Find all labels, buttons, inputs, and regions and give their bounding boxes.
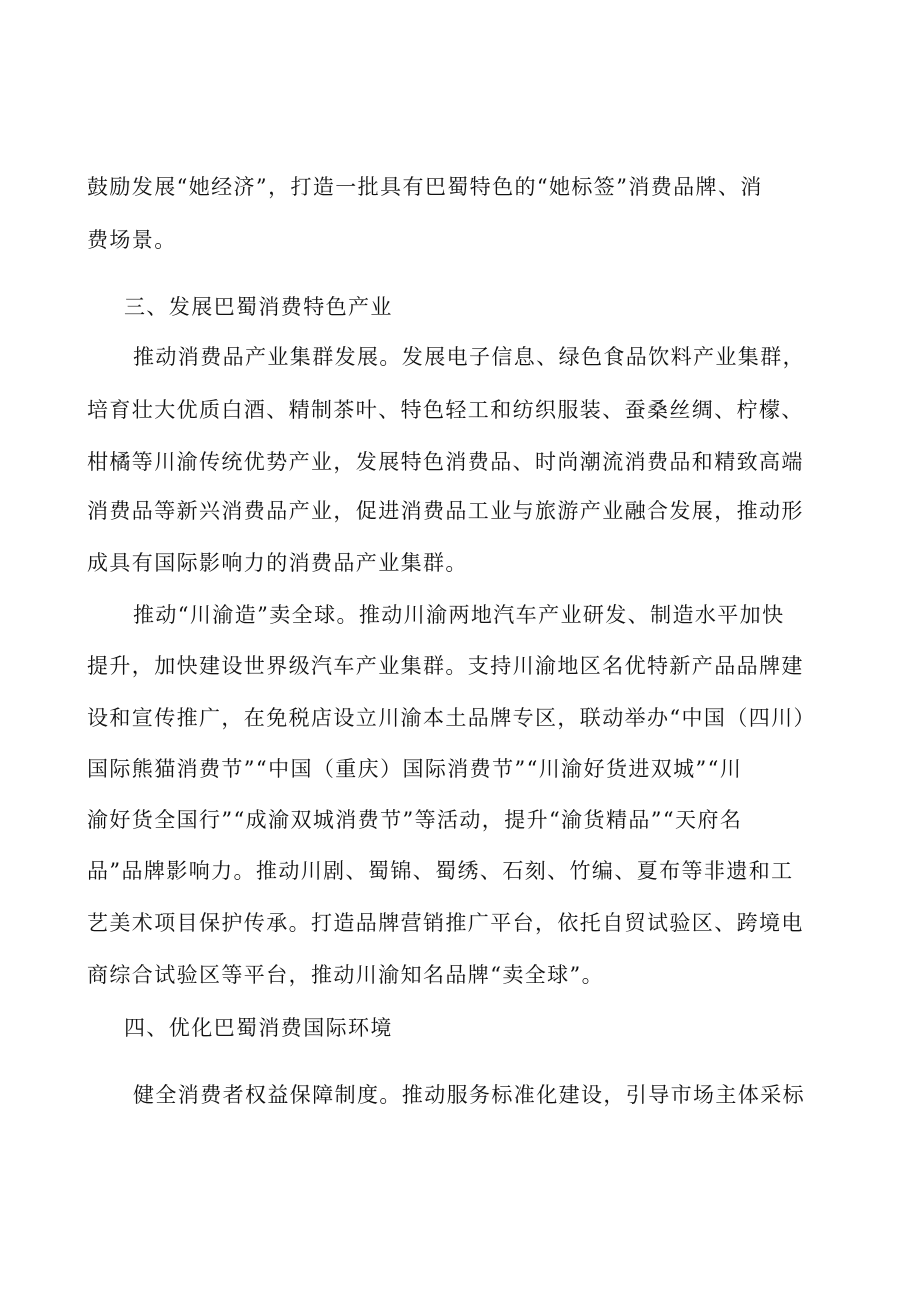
paragraph-line: 柑橘等川渝传统优势产业，发展特色消费品、时尚潮流消费品和精致高端 xyxy=(87,450,804,474)
paragraph-line: 提升，加快建设世界级汽车产业集群。支持川渝地区名优特新产品品牌建 xyxy=(87,654,804,678)
paragraph-line: 培育壮大优质白酒、精制茶叶、特色轻工和纺织服装、蚕桑丝绸、柠檬、 xyxy=(87,398,804,422)
paragraph-line: 推动消费品产业集群发展。发展电子信息、绿色食品饮料产业集群， xyxy=(133,345,805,369)
paragraph-line: 渝好货全国行”“成渝双城消费节”等活动，提升“渝货精品”“天府名 xyxy=(87,808,743,832)
section-heading: 三、发展巴蜀消费特色产业 xyxy=(124,295,393,319)
paragraph-line: 商综合试验区等平台，推动川渝知名品牌“卖全球”。 xyxy=(87,963,605,987)
paragraph-line: 推动“川渝造”卖全球。推动川渝两地汽车产业研发、制造水平加快 xyxy=(133,603,785,627)
paragraph-line: 健全消费者权益保障制度。推动服务标准化建设，引导市场主体采标 xyxy=(133,1083,805,1107)
paragraph-line: 国际熊猫消费节”“中国（重庆）国际消费节”“川渝好货进双城”“川 xyxy=(87,757,743,781)
paragraph-line: 艺美术项目保护传承。打造品牌营销推广平台，依托自贸试验区、跨境电 xyxy=(87,911,804,935)
paragraph-line: 鼓励发展“她经济”，打造一批具有巴蜀特色的“她标签”消费品牌、消 xyxy=(87,175,763,199)
paragraph-line: 设和宣传推广，在免税店设立川渝本土品牌专区，联动举办“中国（四川） xyxy=(87,706,816,730)
paragraph-line: 品”品牌影响力。推动川剧、蜀锦、蜀绣、石刻、竹编、夏布等非遗和工 xyxy=(87,859,794,883)
paragraph-line: 费场景。 xyxy=(87,228,177,252)
section-heading: 四、优化巴蜀消费国际环境 xyxy=(124,1016,393,1040)
paragraph-line: 成具有国际影响力的消费品产业集群。 xyxy=(87,551,468,575)
paragraph-line: 消费品等新兴消费品产业，促进消费品工业与旅游产业融合发展，推动形 xyxy=(87,499,804,523)
